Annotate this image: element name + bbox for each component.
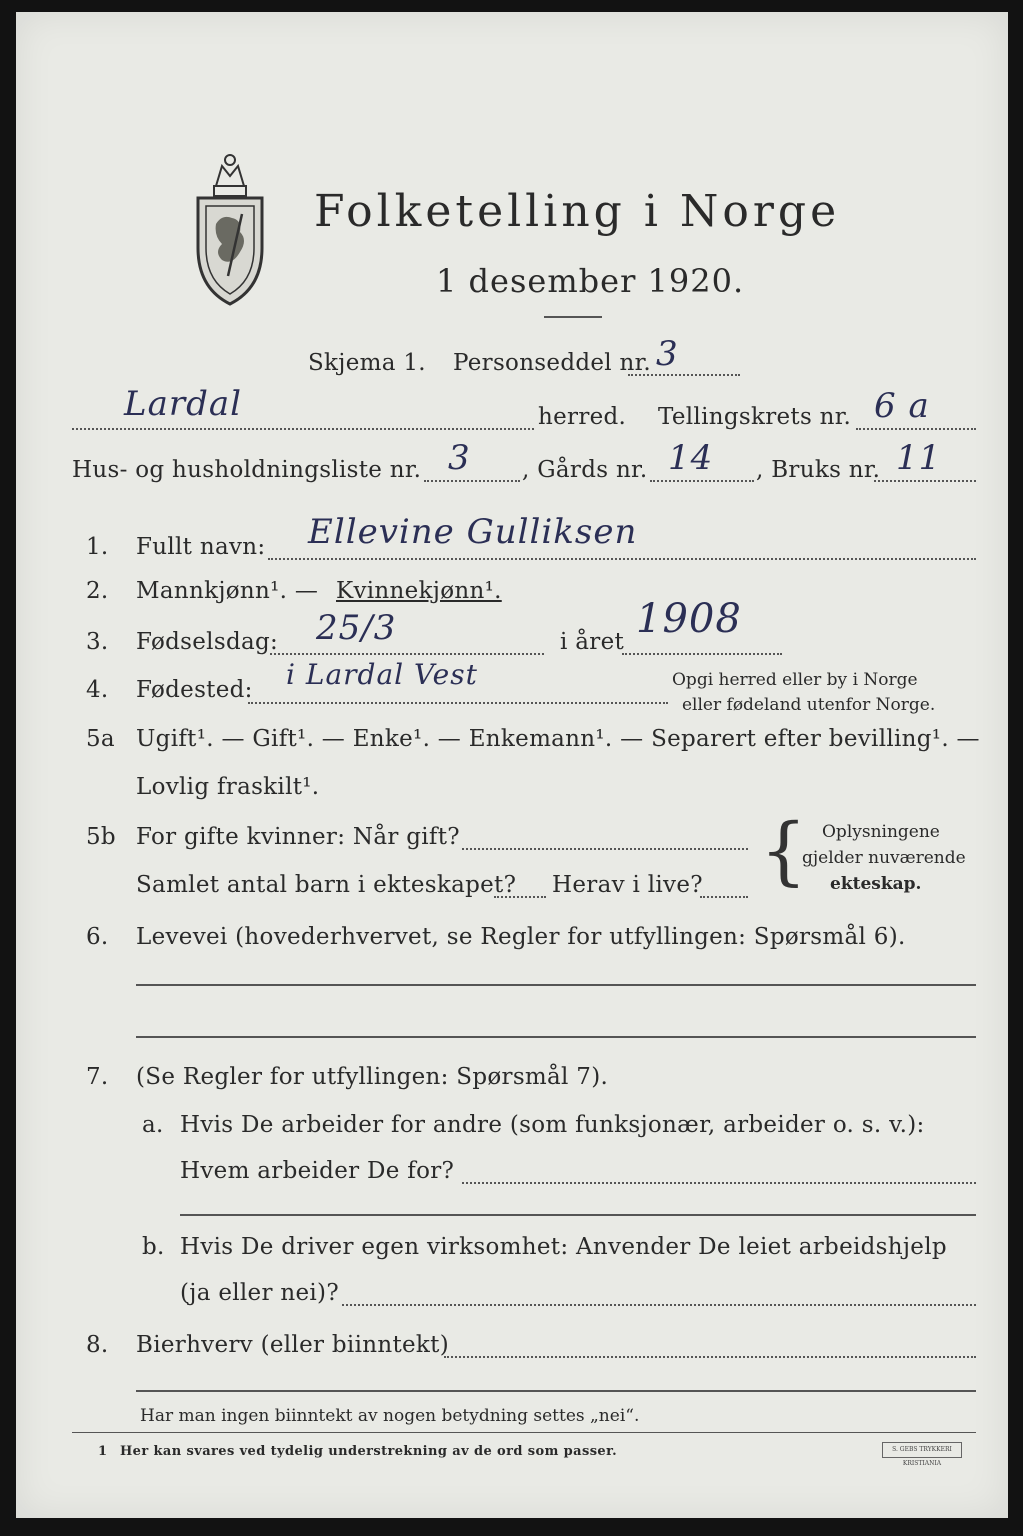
full-name-value[interactable]: Ellevine Gulliksen: [308, 512, 638, 552]
title-divider: [544, 316, 602, 318]
q3-number: 3.: [86, 629, 109, 655]
married-when-line: [462, 848, 748, 850]
bruks-line: [874, 480, 976, 482]
tellingskrets-label: Tellingskrets nr.: [658, 404, 852, 430]
q7a-line-1: Hvis De arbeider for andre (som funksjonær, arbeider o. s. v.):: [180, 1112, 925, 1138]
tellingskrets-value[interactable]: 6 a: [874, 386, 930, 426]
birthplace-note-2: eller fødeland utenfor Norge.: [682, 695, 936, 715]
bruks-value[interactable]: 11: [896, 438, 942, 478]
q7-label: (Se Regler for utfyllingen: Spørsmål 7).: [136, 1064, 609, 1090]
occupation-label: Levevei (hovederhvervet, se Regler for utfyllingen: Spørsmål 6).: [136, 924, 906, 950]
husliste-line: [424, 480, 520, 482]
bruks-label: , Bruks nr.: [756, 457, 881, 483]
personseddel-line: [628, 374, 740, 376]
gards-line: [650, 480, 754, 482]
occupation-line-2[interactable]: [136, 1036, 976, 1038]
q8-number: 8.: [86, 1332, 109, 1358]
q3-label: Fødselsdag:: [136, 629, 279, 655]
printer-stamp: S. GEBS TRYKKERI KRISTIANIA: [882, 1442, 962, 1458]
footnote-text: Her kan svares ved tydelig understrekning av de ord som passer.: [120, 1444, 618, 1459]
divorced-option[interactable]: Lovlig fraskilt¹.: [136, 774, 320, 800]
marriage-note-1: Oplysningene: [822, 822, 940, 842]
brace-mark: {: [760, 808, 808, 894]
birthplace-value[interactable]: i Lardal Vest: [286, 658, 478, 691]
birthday-value[interactable]: 25/3: [316, 608, 397, 648]
gards-label: , Gårds nr.: [522, 457, 648, 483]
q5b-number: 5b: [86, 824, 116, 850]
q1-line: [268, 558, 976, 560]
q7a-number: a.: [142, 1112, 164, 1138]
female-option-selected[interactable]: Kvinnekjønn¹.: [336, 578, 502, 604]
herred-value[interactable]: Lardal: [124, 384, 243, 424]
tellingskrets-line: [856, 428, 976, 430]
year-label: i året: [560, 629, 625, 655]
footer-note: Har man ingen biinntekt av nogen betydning settes „nei“.: [140, 1406, 640, 1426]
employer-label: Hvem arbeider De for?: [180, 1158, 455, 1184]
census-date: 1 desember 1920.: [436, 262, 745, 300]
married-when-label: For gifte kvinner: Når gift?: [136, 824, 460, 850]
alive-line: [700, 896, 748, 898]
alive-label: Herav i live?: [552, 872, 703, 898]
q6-number: 6.: [86, 924, 109, 950]
footnote-number: 1: [98, 1444, 108, 1459]
q7b-line-1: Hvis De driver egen virksomhet: Anvender De leiet arbeidshjelp: [180, 1234, 947, 1260]
q1-label: Fullt navn:: [136, 534, 266, 560]
employer-line-2[interactable]: [180, 1214, 976, 1216]
husliste-label: Hus- og husholdningsliste nr.: [72, 457, 422, 483]
form-title: Folketelling i Norge: [314, 186, 841, 237]
marriage-note-3: ekteskap.: [830, 874, 922, 894]
skjema-label: Skjema 1.: [308, 350, 426, 376]
herred-label: herred.: [538, 404, 627, 430]
birthplace-line: [248, 702, 668, 704]
birth-year-value[interactable]: 1908: [636, 596, 742, 642]
year-line: [622, 653, 782, 655]
q5a-number: 5a: [86, 726, 115, 752]
marriage-note-2: gjelder nuværende: [802, 848, 966, 868]
footer-divider: [72, 1432, 976, 1433]
personseddel-label: Personseddel nr.: [453, 350, 652, 376]
hired-help-line[interactable]: [342, 1304, 976, 1306]
marital-status-options[interactable]: Ugift¹. — Gift¹. — Enke¹. — Enkemann¹. — Separert efter bevilling¹. —: [136, 726, 980, 752]
occupation-line-1[interactable]: [136, 984, 976, 986]
children-label: Samlet antal barn i ekteskapet?: [136, 872, 517, 898]
q7-number: 7.: [86, 1064, 109, 1090]
q4-label: Fødested:: [136, 677, 253, 703]
employer-line[interactable]: [462, 1182, 976, 1184]
side-income-line-2[interactable]: [136, 1390, 976, 1392]
side-income-line[interactable]: [444, 1356, 976, 1358]
side-income-label: Bierhverv (eller biinntekt): [136, 1332, 449, 1358]
birthday-line: [270, 653, 544, 655]
q1-number: 1.: [86, 534, 109, 560]
hired-help-label: (ja eller nei)?: [180, 1280, 339, 1306]
norwegian-coat-of-arms-icon: [192, 148, 268, 308]
personseddel-value[interactable]: 3: [656, 334, 679, 374]
census-form: [16, 12, 1008, 1518]
birthplace-note-1: Opgi herred eller by i Norge: [672, 670, 918, 690]
q7b-number: b.: [142, 1234, 165, 1260]
q2-number: 2.: [86, 578, 109, 604]
gards-value[interactable]: 14: [668, 438, 714, 478]
herred-line: [72, 428, 534, 430]
male-option[interactable]: Mannkjønn¹. —: [136, 578, 319, 604]
q4-number: 4.: [86, 677, 109, 703]
children-line: [494, 896, 546, 898]
husliste-value[interactable]: 3: [448, 438, 471, 478]
